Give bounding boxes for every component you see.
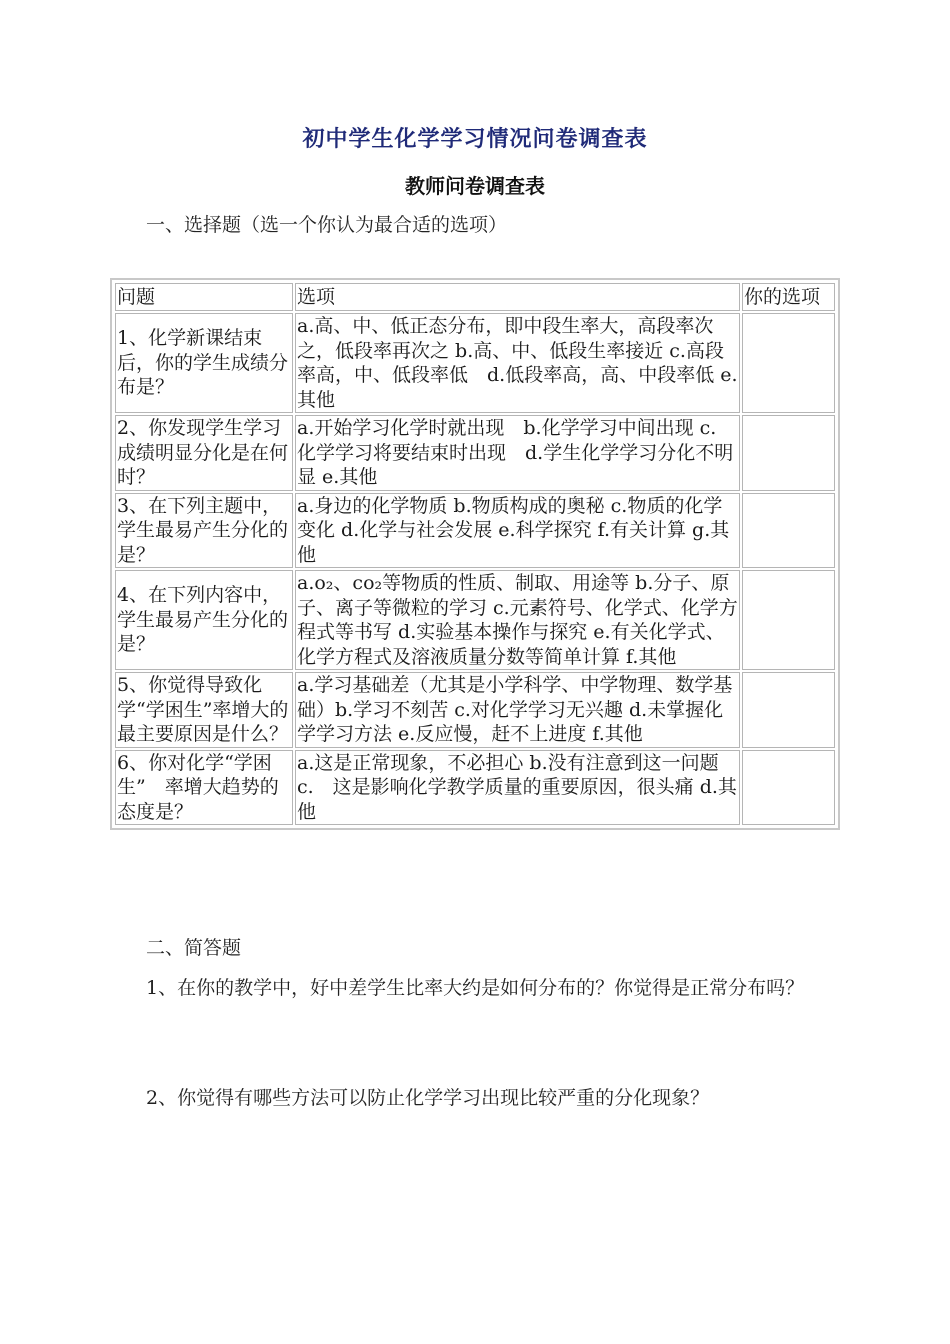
- short-answer-question-1: 1、在你的教学中，好中差学生比率大约是如何分布的？你觉得是正常分布吗？: [146, 977, 805, 999]
- answer-cell[interactable]: [742, 493, 835, 569]
- options-cell: a.这是正常现象，不必担心 b.没有注意到这一问题 c. 这是影响化学教学质量的重要原因，很头痛 d.其他: [295, 750, 740, 826]
- header-your-choice: 你的选项: [742, 283, 835, 311]
- options-cell: a.高、中、低正态分布，即中段生率大，高段率次之，低段率再次之 b.高、中、低段生率接近 c.高段率高，中、低段率低 d.低段率高，高、中段率低 e.其他: [295, 313, 740, 413]
- question-cell: 4、在下列内容中，学生最易产生分化的是？: [115, 570, 293, 670]
- answer-cell[interactable]: [742, 570, 835, 670]
- table-row: [115, 570, 835, 670]
- page-title: 初中学生化学学习情况问卷调查表: [302, 126, 648, 152]
- table-header-row: [115, 283, 835, 311]
- options-cell: a.o₂、co₂等物质的性质、制取、用途等 b.分子、原子、离子等微粒的学习 c.元素符号、化学式、化学方程式等书写 d.实验基本操作与探究 e.有关化学式、化学方程式及溶液质量分数等简单计算 f.其他: [295, 570, 740, 670]
- options-cell: a.学习基础差（尤其是小学科学、中学物理、数学基础）b.学习不刻苦 c.对化学学习无兴趣 d.未掌握化学学习方法 e.反应慢，赶不上进度 f.其他: [295, 672, 740, 748]
- table-row: [115, 415, 835, 491]
- table-row: [115, 493, 835, 569]
- survey-table: [110, 278, 840, 830]
- question-cell: 6、你对化学“学困生” 率增大趋势的态度是？: [115, 750, 293, 826]
- short-answer-question-2: 2、你觉得有哪些方法可以防止化学学习出现比较严重的分化现象？: [146, 1087, 710, 1109]
- question-cell: 5、你觉得导致化学“学困生”率增大的最主要原因是什么？: [115, 672, 293, 748]
- header-question: 问题: [115, 283, 293, 311]
- answer-cell[interactable]: [742, 750, 835, 826]
- question-cell: 3、在下列主题中，学生最易产生分化的是？: [115, 493, 293, 569]
- answer-cell[interactable]: [742, 313, 835, 413]
- table-row: [115, 672, 835, 748]
- header-options: 选项: [295, 283, 740, 311]
- table-row: [115, 313, 835, 413]
- options-cell: a.身边的化学物质 b.物质构成的奥秘 c.物质的化学变化 d.化学与社会发展 e.科学探究 f.有关计算 g.其他: [295, 493, 740, 569]
- options-cell: a.开始学习化学时就出现 b.化学学习中间出现 c. 化学学习将要结束时出现 d.学生化学学习分化不明显 e.其他: [295, 415, 740, 491]
- survey-table-grid: [113, 281, 837, 827]
- answer-cell[interactable]: [742, 415, 835, 491]
- section-heading-choice: 一、选择题（选一个你认为最合适的选项）: [146, 214, 508, 236]
- section-heading-short-answer: 二、简答题: [146, 937, 242, 959]
- question-cell: 1、化学新课结束后，你的学生成绩分布是？: [115, 313, 293, 413]
- subtitle: 教师问卷调查表: [405, 174, 545, 198]
- table-row: [115, 750, 835, 826]
- answer-cell[interactable]: [742, 672, 835, 748]
- question-cell: 2、你发现学生学习成绩明显分化是在何时？: [115, 415, 293, 491]
